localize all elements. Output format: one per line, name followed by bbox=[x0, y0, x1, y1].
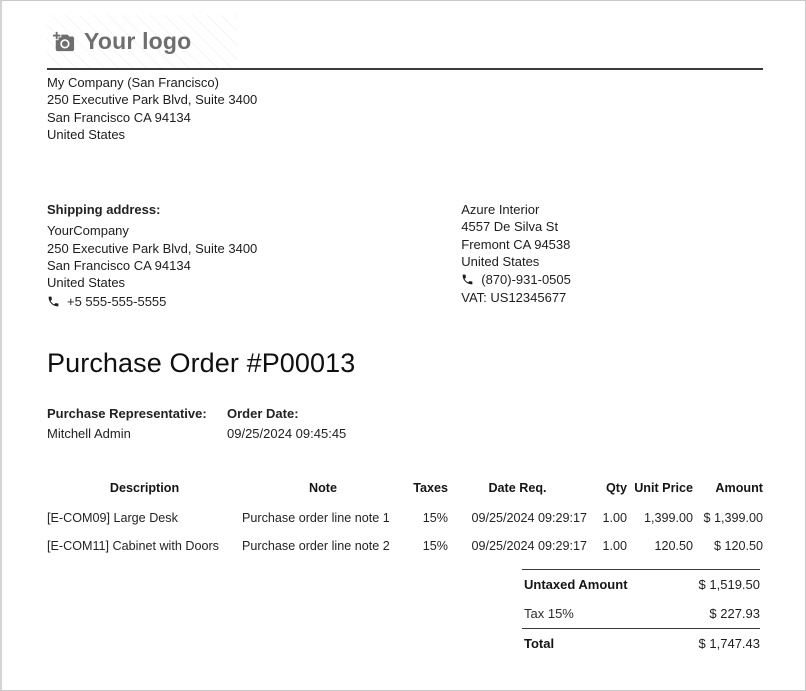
order-lines-table bbox=[47, 481, 763, 560]
company-name: My Company (San Francisco) bbox=[47, 75, 219, 90]
shipping-address-label: Shipping address: bbox=[47, 202, 161, 218]
address-columns bbox=[47, 201, 760, 310]
untaxed-amount-value: $ 1,519.50 bbox=[698, 576, 760, 592]
purchase-representative-value: Mitchell Admin bbox=[47, 425, 131, 441]
vendor-name: Azure Interior bbox=[461, 202, 540, 218]
header-date-req: Date Req. bbox=[488, 480, 547, 495]
cell-qty: 1.00 bbox=[602, 538, 627, 553]
vendor-phone-line bbox=[461, 270, 760, 289]
shipping-address-line: San Francisco CA 94134 bbox=[47, 258, 191, 274]
order-date-label: Order Date: bbox=[227, 405, 299, 421]
company-address-line: United States bbox=[47, 126, 126, 142]
total-value: $ 1,747.43 bbox=[698, 635, 760, 651]
shipping-phone-number: +5 555-555-5555 bbox=[67, 293, 167, 309]
table-row bbox=[47, 532, 763, 560]
vendor-phone-number: (870)-931-0505 bbox=[481, 272, 571, 288]
cell-amount: $ 1,399.00 bbox=[703, 510, 763, 525]
header-taxes: Taxes bbox=[413, 480, 448, 495]
untaxed-amount-row bbox=[522, 569, 760, 599]
cell-unit-price: 1,399.00 bbox=[643, 510, 693, 525]
header-unit-price: Unit Price bbox=[634, 480, 693, 495]
phone-icon bbox=[47, 295, 60, 308]
order-date-block bbox=[227, 405, 346, 442]
header-qty: Qty bbox=[606, 480, 627, 495]
cell-note: Purchase order line note 2 bbox=[242, 538, 390, 553]
shipping-phone-line bbox=[47, 292, 461, 311]
cell-unit-price: 120.50 bbox=[654, 538, 693, 553]
shipping-company-name: YourCompany bbox=[47, 223, 129, 239]
header-divider bbox=[47, 68, 763, 70]
logo-text: Your logo bbox=[84, 28, 192, 54]
cell-taxes: 15% bbox=[422, 538, 448, 553]
shipping-address-line: United States bbox=[47, 275, 126, 291]
vendor-address-line: 4557 De Silva St bbox=[461, 219, 559, 235]
cell-description: [E-COM11] Cabinet with Doors bbox=[47, 538, 219, 553]
order-date-value: 09/25/2024 09:45:45 bbox=[227, 425, 347, 441]
vendor-address-block bbox=[461, 201, 760, 310]
page-title: Purchase Order #P00013 bbox=[47, 347, 356, 378]
header-amount: Amount bbox=[715, 480, 763, 495]
header-description: Description bbox=[109, 480, 180, 495]
shipping-address-block bbox=[47, 201, 461, 310]
untaxed-amount-label: Untaxed Amount bbox=[524, 576, 628, 592]
tax-value: $ 227.93 bbox=[709, 605, 760, 621]
header-note: Note bbox=[309, 480, 337, 495]
cell-qty: 1.00 bbox=[602, 510, 627, 525]
total-label: Total bbox=[524, 635, 555, 651]
cell-note: Purchase order line note 1 bbox=[242, 510, 390, 525]
table-row bbox=[47, 504, 763, 532]
company-logo-placeholder bbox=[47, 15, 237, 68]
purchase-representative-label: Purchase Representative: bbox=[47, 405, 207, 421]
cell-date-req: 09/25/2024 09:29:17 bbox=[471, 538, 587, 553]
vendor-address-line: Fremont CA 94538 bbox=[461, 236, 571, 252]
shipping-address-line: 250 Executive Park Blvd, Suite 3400 bbox=[47, 240, 258, 256]
cell-date-req: 09/25/2024 09:29:17 bbox=[471, 510, 587, 525]
company-address-line: San Francisco CA 94134 bbox=[47, 109, 191, 125]
total-row bbox=[522, 628, 760, 658]
add-photo-camera-icon bbox=[53, 31, 75, 53]
cell-taxes: 15% bbox=[422, 510, 448, 525]
totals-block bbox=[522, 569, 760, 658]
phone-icon bbox=[461, 273, 474, 286]
tax-row bbox=[522, 599, 760, 628]
purchase-representative-block bbox=[47, 405, 227, 442]
cell-amount: $ 120.50 bbox=[713, 538, 763, 553]
company-address-line: 250 Executive Park Blvd, Suite 3400 bbox=[47, 92, 258, 108]
vendor-address-line: United States bbox=[461, 254, 540, 270]
company-address-block bbox=[47, 74, 760, 143]
cell-description: [E-COM09] Large Desk bbox=[47, 510, 178, 525]
table-header-row bbox=[47, 481, 763, 504]
vendor-vat: VAT: US12345677 bbox=[461, 290, 567, 306]
tax-label: Tax 15% bbox=[524, 605, 574, 621]
order-meta bbox=[47, 405, 760, 442]
